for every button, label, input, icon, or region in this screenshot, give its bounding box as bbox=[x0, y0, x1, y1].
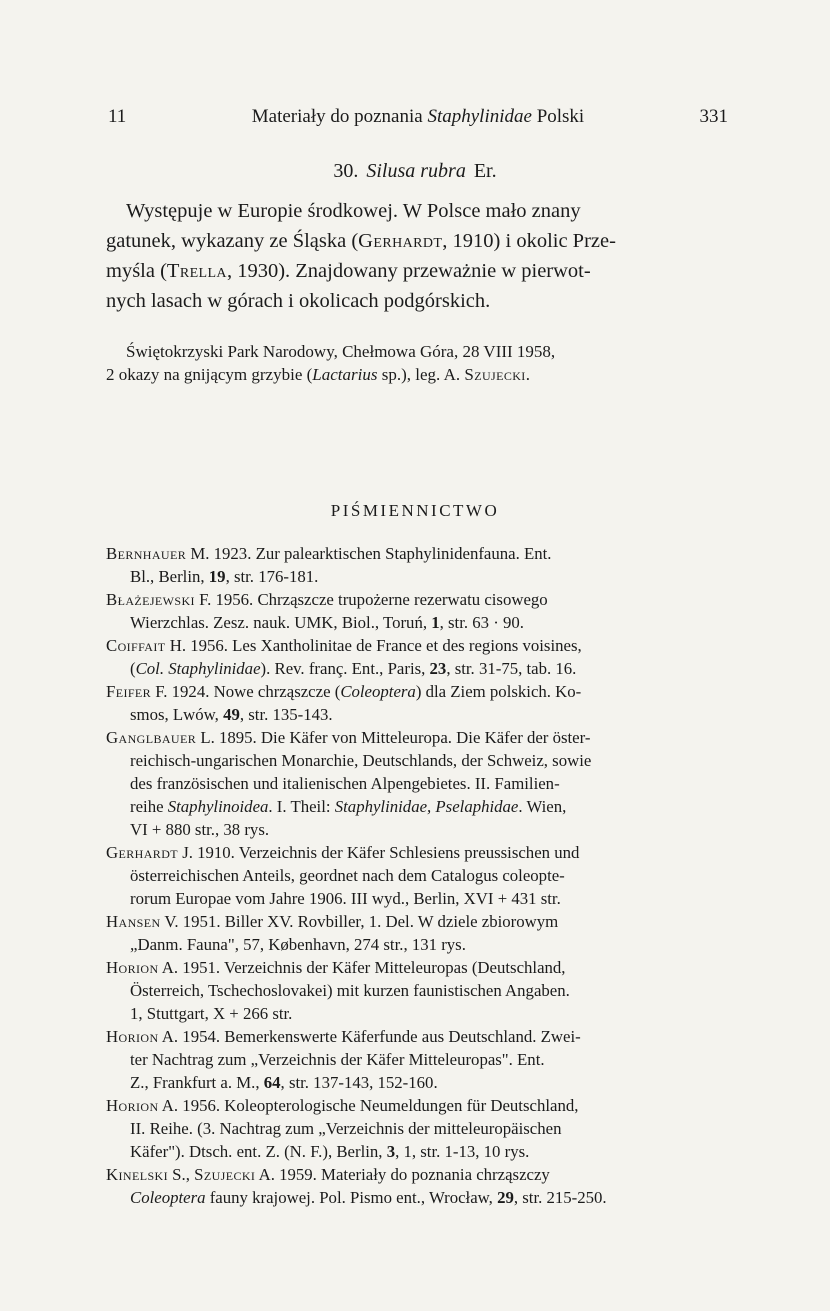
species-author: Er. bbox=[473, 160, 497, 182]
bib-entry-horion-1951: Horion A. 1951. Verzeichnis der Käfer Mitteleuropas (Deutschland, Österreich, Tschechoslovakei) mit kurzen faunistischen Angaben. 1, Stuttgart, X + 266 str. bbox=[106, 958, 570, 1023]
distribution-line-2: gatunek, wykazany ze Śląska (Gerhardt, 1910) i okolic Prze- bbox=[106, 230, 616, 252]
distribution-line-4: nych lasach w górach i okolicach podgórskich. bbox=[106, 290, 491, 312]
bib-entry-feifer: Feifer F. 1924. Nowe chrząszcze (Coleoptera) dla Ziem polskich. Ko- smos, Lwów, 49, str. 135-143. bbox=[106, 682, 582, 724]
record-line-2: 2 okazy na gnijącym grzybie (Lactarius sp.), leg. A. Szujecki. bbox=[106, 365, 530, 384]
running-header bbox=[100, 106, 736, 134]
record-line-1: Świętokrzyski Park Narodowy, Chełmowa Góra, 28 VIII 1958, bbox=[126, 342, 556, 361]
distribution-line-3: myśla (Trella, 1930). Znajdowany przeważnie w pierwot- bbox=[106, 260, 591, 282]
bib-entry-coiffait: Coiffait H. 1956. Les Xantholinitae de France et des regions voisines, (Col. Staphylinidae). Rev. franç. Ent., Paris, 23, str. 31-75, tab. 16. bbox=[106, 636, 582, 678]
running-title: Materiały do poznania Staphylinidae Polski bbox=[251, 106, 585, 127]
species-heading bbox=[0, 160, 830, 183]
bib-entry-ganglbauer: Ganglbauer L. 1895. Die Käfer von Mitteleuropa. Die Käfer der öster- reichisch-ungarischen Monarchie, Deutschlands, der Schweiz, sowie des französischen und italienischen Alpengebietes. II. Familien- reihe Staphylinoidea. I. Theil: Staphylinidae, Pselaphidae. Wien, VI + 880 str., 38 rys. bbox=[106, 728, 592, 839]
bib-entry-blazejewski: Błażejewski F. 1956. Chrząszcze trupożerne rezerwatu cisowego Wierzchlas. Zesz. nauk. UMK, Biol., Toruń, 1, str. 63 · 90. bbox=[106, 590, 548, 632]
bib-entry-horion-1956: Horion A. 1956. Koleopterologische Neumeldungen für Deutschland, II. Reihe. (3. Nachtrag zum „Verzeichnis der mitteleuropäischen Käfer"). Dtsch. ent. Z. (N. F.), Berlin, 3, 1, str. 1-13, 10 rys. bbox=[106, 1096, 579, 1161]
distribution-paragraph bbox=[106, 196, 730, 316]
species-number: 30. bbox=[333, 160, 359, 182]
bib-entry-hansen: Hansen V. 1951. Biller XV. Rovbiller, 1. Del. W dziele zbiorowym „Danm. Fauna", 57, København, 274 str., 131 rys. bbox=[106, 912, 559, 954]
bib-entry-gerhardt: Gerhardt J. 1910. Verzeichnis der Käfer Schlesiens preussischen und österreichischen Anteils, geordnet nach dem Catalogus coleopte- rorum Europae vom Jahre 1906. III wyd., Berlin, XVI + 431 str. bbox=[106, 843, 580, 908]
distribution-line-1: Występuje w Europie środkowej. W Polsce mało znany bbox=[126, 200, 581, 222]
left-page-number: 11 bbox=[108, 106, 127, 127]
species-name: Silusa rubra bbox=[366, 160, 466, 182]
bib-entry-kinelski-szujecki: Kinelski S., Szujecki A. 1959. Materiały do poznania chrząszczy Coleoptera fauny krajowej. Pol. Pismo ent., Wrocław, 29, str. 215-250. bbox=[106, 1165, 607, 1207]
collection-record bbox=[106, 340, 730, 386]
right-page-number: 331 bbox=[699, 106, 728, 127]
literature-heading: PIŚMIENNICTWO bbox=[330, 501, 500, 520]
bib-entry-bernhauer: Bernhauer M. 1923. Zur palearktischen Staphylinidenfauna. Ent. Bl., Berlin, 19, str. 176-181. bbox=[106, 544, 552, 586]
bibliography bbox=[106, 542, 736, 1209]
bib-entry-horion-1954: Horion A. 1954. Bemerkenswerte Käferfunde aus Deutschland. Zwei- ter Nachtrag zum „Verzeichnis der Käfer Mitteleuropas". Ent. Z., Frankfurt a. M., 64, str. 137-143, 152-160. bbox=[106, 1027, 581, 1092]
